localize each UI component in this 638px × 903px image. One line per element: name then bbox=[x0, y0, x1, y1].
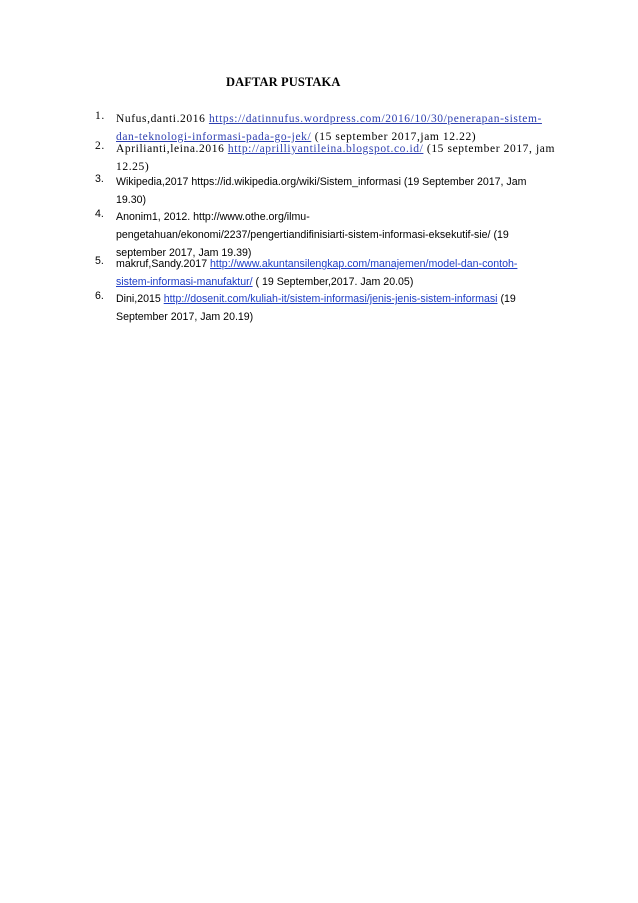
reference-number: 3. bbox=[95, 173, 104, 185]
reference-line: September 2017, Jam 20.19) bbox=[116, 311, 254, 323]
reference-number: 2. bbox=[95, 140, 105, 152]
reference-link[interactable]: http://dosenit.com/kuliah-it/sistem-informasi/jenis-jenis-sistem-informasi bbox=[163, 293, 498, 305]
page-title: DAFTAR PUSTAKA bbox=[226, 75, 341, 89]
reference-line: sistem-informasi-manufaktur/ ( 19 September,2017. Jam 20.05) bbox=[116, 276, 414, 288]
reference-line: Anonim1, 2012. http://www.othe.org/ilmu- bbox=[116, 211, 310, 223]
reference-line: Wikipedia,2017 https://id.wikipedia.org/wiki/Sistem_informasi (19 September 2017, Jam bbox=[116, 176, 527, 188]
reference-line: dan-teknologi-informasi-pada-go-jek/ (15 september 2017,jam 12.22) bbox=[116, 131, 477, 143]
reference-text bbox=[116, 173, 548, 209]
reference-link[interactable]: sistem-informasi-manufaktur/ bbox=[116, 276, 253, 288]
reference-line: makruf,Sandy.2017 http://www.akuntansilengkap.com/manajemen/model-dan-contoh- bbox=[116, 258, 518, 270]
reference-line: 19.30) bbox=[116, 194, 147, 206]
reference-line: pengetahuan/ekonomi/2237/pengertiandifinisiarti-sistem-informasi-eksekutif-sie/ (19 bbox=[116, 229, 509, 241]
reference-link[interactable]: https://datinnufus.wordpress.com/2016/10/30/penerapan-sistem- bbox=[208, 113, 542, 125]
reference-number: 5. bbox=[95, 255, 104, 267]
reference-text bbox=[116, 290, 548, 326]
reference-link[interactable]: http://www.akuntansilengkap.com/manajemen/model-dan-contoh- bbox=[210, 258, 518, 270]
reference-line: september 2017, Jam 19.39) bbox=[116, 247, 252, 259]
reference-text bbox=[116, 208, 548, 262]
reference-line: Dini,2015 http://dosenit.com/kuliah-it/sistem-informasi/jenis-jenis-sistem-informasi (19 bbox=[116, 293, 516, 305]
reference-text bbox=[116, 140, 556, 176]
reference-number: 1. bbox=[95, 110, 105, 122]
reference-line: Nufus,danti.2016 https://datinnufus.wordpress.com/2016/10/30/penerapan-sistem- bbox=[116, 113, 542, 125]
reference-number: 6. bbox=[95, 290, 104, 302]
reference-number: 4. bbox=[95, 208, 104, 220]
reference-line: Aprilianti,leina.2016 http://aprilliyantileina.blogspot.co.id/ (15 september 2017, jam bbox=[116, 143, 556, 155]
reference-link[interactable]: http://aprilliyantileina.blogspot.co.id/ bbox=[227, 143, 424, 155]
reference-link[interactable]: dan-teknologi-informasi-pada-go-jek/ bbox=[116, 131, 312, 143]
reference-text bbox=[116, 255, 548, 291]
reference-line: 12.25) bbox=[116, 161, 150, 173]
